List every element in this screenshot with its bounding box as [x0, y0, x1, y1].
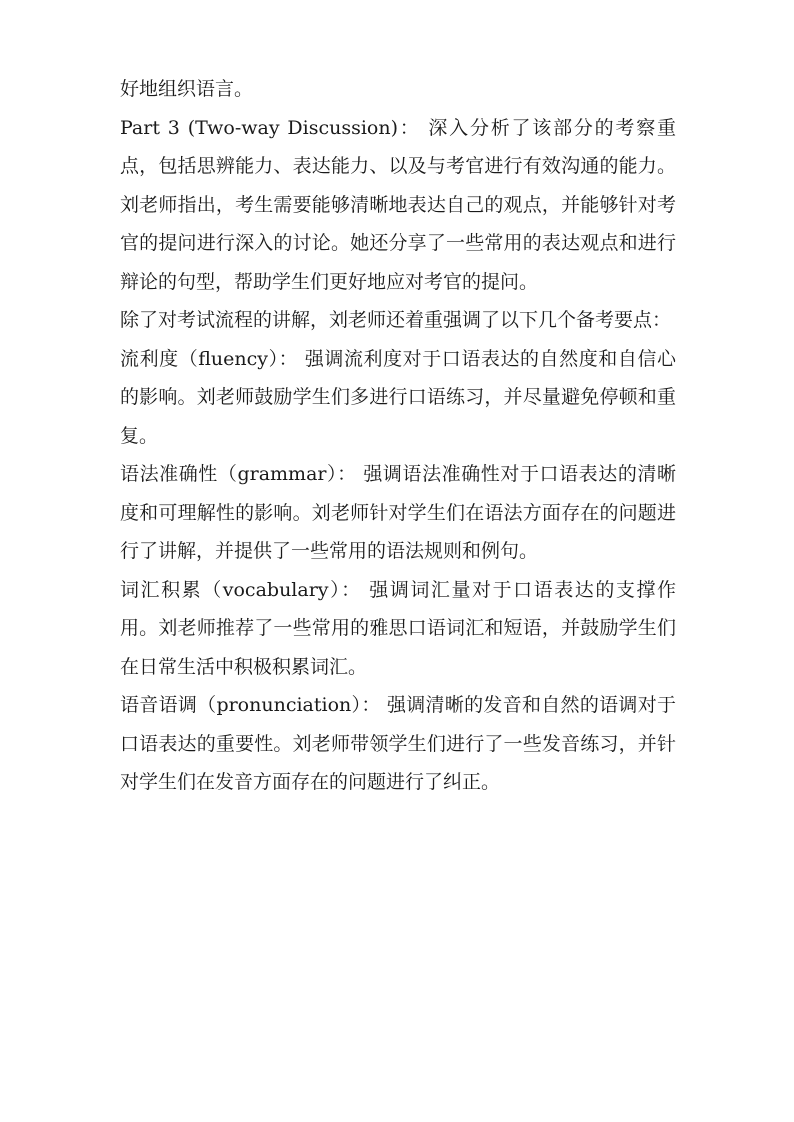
document-body: [120, 70, 676, 802]
paragraph-part3-discussion: Part 3 (Two-way Discussion)： 深入分析了该部分的考察重点，包括思辨能力、表达能力、以及与考官进行有效沟通的能力。刘老师指出，考生需要能够清晰地表达自己的观点，并能够针对考官的提问进行深入的讨论。她还分享了一些常用的表达观点和进行辩论的句型，帮助学生们更好地应对考官的提问。: [120, 116, 676, 293]
paragraph-grammar: 语法准确性（grammar）： 强调语法准确性对于口语表达的清晰度和可理解性的影响。刘老师针对学生们在语法方面存在的问题进行了讲解，并提供了一些常用的语法规则和例句。: [120, 463, 676, 562]
paragraph-prep-points-intro: 除了对考试流程的讲解，刘老师还着重强调了以下几个备考要点：: [120, 309, 672, 331]
paragraph-continuation: 好地组织语言。: [120, 78, 254, 100]
paragraph-vocabulary: 词汇积累（vocabulary）： 强调词汇量对于口语表达的支撑作用。刘老师推荐了一些常用的雅思口语词汇和短语，并鼓励学生们在日常生活中积极积累词汇。: [120, 578, 676, 678]
paragraph-fluency: 流利度（fluency）： 强调流利度对于口语表达的自然度和自信心的影响。刘老师鼓励学生们多进行口语练习，并尽量避免停顿和重复。: [120, 347, 676, 447]
paragraph-pronunciation: 语音语调（pronunciation）： 强调清晰的发音和自然的语调对于口语表达的重要性。刘老师带领学生们进行了一些发音练习，并针对学生们在发音方面存在的问题进行了纠正。: [120, 694, 676, 793]
